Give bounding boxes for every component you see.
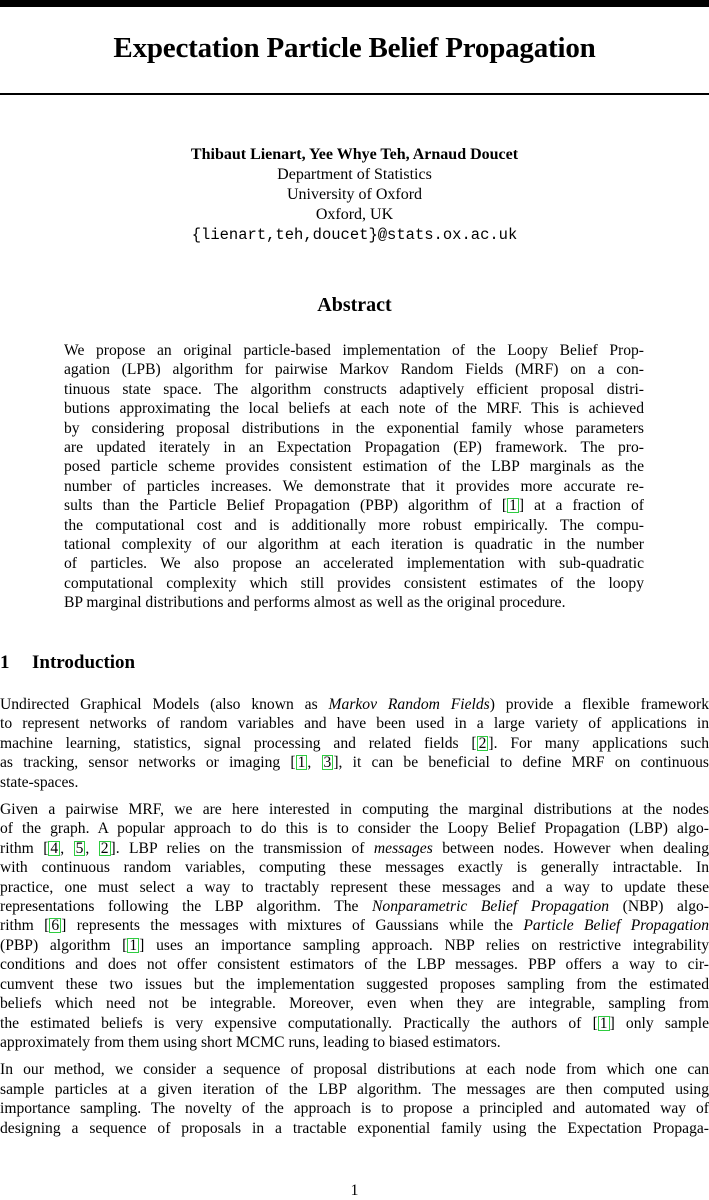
citation-link[interactable]: 1 — [297, 754, 306, 772]
text-line: practice, one must select a way to tractably represent these messages and a way to update these — [0, 878, 709, 896]
text-line: tational complexity of our algorithm at each iteration is quadratic in the number — [64, 536, 644, 554]
author-email: {lienart,teh,doucet}@stats.ox.ac.uk — [191, 226, 518, 244]
text-line: butions approximating the local beliefs at each note of the MRF. This is achieved — [64, 400, 644, 418]
section-number: 1 — [0, 652, 10, 673]
text-line: number of particles increases. We demonstrate that it provides more accurate re- — [64, 477, 644, 495]
abstract-heading: Abstract — [317, 294, 392, 316]
paragraph — [0, 800, 709, 1052]
text-line: state-spaces. — [0, 773, 79, 791]
text-line: agation (LPB) algorithm for pairwise Markov Random Fields (MRF) on a con- — [64, 361, 644, 379]
text-line: the estimated beliefs is very expensive computationally. Practically the authors of [ 1 ] only sample — [0, 1014, 709, 1032]
department: Department of Statistics — [277, 166, 432, 183]
citation-link[interactable]: 2 — [100, 839, 109, 857]
text-line: with continuous random variables, computing these messages exactly is generally intractable. In — [0, 859, 709, 877]
citation-link[interactable]: 5 — [75, 839, 84, 857]
text-line: to represent networks of random variables and have been used in a large variety of applications in — [0, 715, 709, 733]
citation-link[interactable]: 4 — [50, 839, 59, 857]
text-line: Given a pairwise MRF, we are here interested in computing the marginal distributions at the nodes — [0, 801, 709, 819]
citation-link[interactable]: 1 — [509, 497, 517, 515]
citation-link[interactable]: 6 — [51, 917, 60, 935]
text-line: are updated iterately in an Expectation Propagation (EP) framework. The pro- — [64, 439, 644, 457]
text-line: sample particles at a given iteration of the LBP algorithm. The messages are then computed using — [0, 1080, 709, 1098]
location: Oxford, UK — [315, 206, 394, 223]
introduction-body — [0, 695, 709, 1138]
text-line: (PBP) algorithm [ 1 ] uses an importance sampling approach. NBP relies on restrictive integrability — [0, 936, 709, 954]
emphasis: Particle Belief Propagation — [523, 917, 709, 935]
text-line: approximately from them using short MCMC runs, leading to biased estimators. — [0, 1033, 501, 1051]
text-line: representations following the LBP algorithm. The Nonparametric Belief Propagation (NBP) algo- — [0, 898, 709, 916]
text-line: as tracking, sensor networks or imaging [ 1 , 3 ], it can be beneficial to define MRF on continuous — [0, 754, 709, 772]
author-block — [0, 145, 709, 245]
emphasis: Nonparametric Belief Propagation — [372, 898, 610, 916]
text-line: the computational cost and is additionally more robust empirically. The compu- — [64, 516, 644, 534]
text-line: Undirected Graphical Models (also known as Markov Random Fields) provide a flexible framework — [0, 696, 709, 713]
text-line: beliefs which need not be integrable. Moreover, even when they are integrable, sampling from — [0, 995, 709, 1013]
emphasis: Markov Random Fields — [328, 696, 490, 713]
text-line: BP marginal distributions and performs almost as well as the original procedure. — [64, 594, 566, 612]
text-line: tinuous state space. The algorithm constructs adaptively efficient proposal distri- — [64, 380, 644, 398]
text-line: importance sampling. The novelty of the approach is to propose a principled and automated way of — [0, 1100, 709, 1118]
citation-link[interactable]: 1 — [599, 1014, 608, 1032]
abstract-text — [64, 341, 644, 613]
text-line: rithm [ 4 , 5 , 2 ]. LBP relies on the transmission of messages between nodes. However when dealing — [0, 839, 709, 857]
text-line: posed particle scheme provides consistent estimation of the LBP marginals as the — [64, 458, 644, 476]
citation-link[interactable]: 1 — [129, 936, 138, 954]
paragraph-gap — [0, 1052, 709, 1060]
paragraph-gap — [0, 792, 709, 800]
text-line: computational complexity which still provides consistent estimates of the loopy — [64, 574, 644, 592]
author-names: Thibaut Lienart, Yee Whye Teh, Arnaud Doucet — [190, 146, 519, 163]
title-rule — [0, 93, 709, 95]
text-line: sults than the Particle Belief Propagation (PBP) algorithm of [ 1 ] at a fraction of — [64, 497, 644, 515]
text-line: by considering proposal distributions in the exponential family whose parameters — [64, 419, 644, 437]
text-line: machine learning, statistics, signal processing and related fields [ 2 ]. For many applications such — [0, 734, 709, 752]
citation-link[interactable]: 3 — [323, 754, 332, 772]
emphasis: messages — [373, 839, 433, 857]
page-number: 1 — [350, 1182, 359, 1199]
text-line: of the graph. A popular approach to do this is to consider the Loopy Belief Propagation (LBP) algo- — [0, 820, 709, 838]
top-rule — [0, 0, 709, 7]
paragraph — [0, 1060, 709, 1138]
section-title: Introduction — [32, 652, 136, 673]
text-line: of particles. We also propose an accelerated implementation with sub-quadratic — [64, 555, 644, 573]
text-line: rithm [ 6 ] represents the messages with mixtures of Gaussians while the Particle Belief Propagation — [0, 917, 709, 935]
paragraph — [0, 695, 709, 792]
paper-title: Expectation Particle Belief Propagation — [113, 32, 596, 64]
university: University of Oxford — [286, 186, 423, 203]
section-heading — [0, 652, 135, 674]
text-line: In our method, we consider a sequence of proposal distributions at each node from which one can — [0, 1061, 709, 1079]
citation-link[interactable]: 2 — [478, 734, 487, 752]
text-line: conditions and does not offer consistent estimators of the LBP messages. PBP offers a way to cir- — [0, 956, 709, 974]
text-line: cumvent these two issues but the implementation suggested proposes sampling from the estimated — [0, 975, 709, 993]
text-line: designing a sequence of proposals in a tractable exponential family using the Expectation Propaga- — [0, 1119, 709, 1137]
text-line: We propose an original particle-based implementation of the Loopy Belief Prop- — [64, 342, 644, 359]
